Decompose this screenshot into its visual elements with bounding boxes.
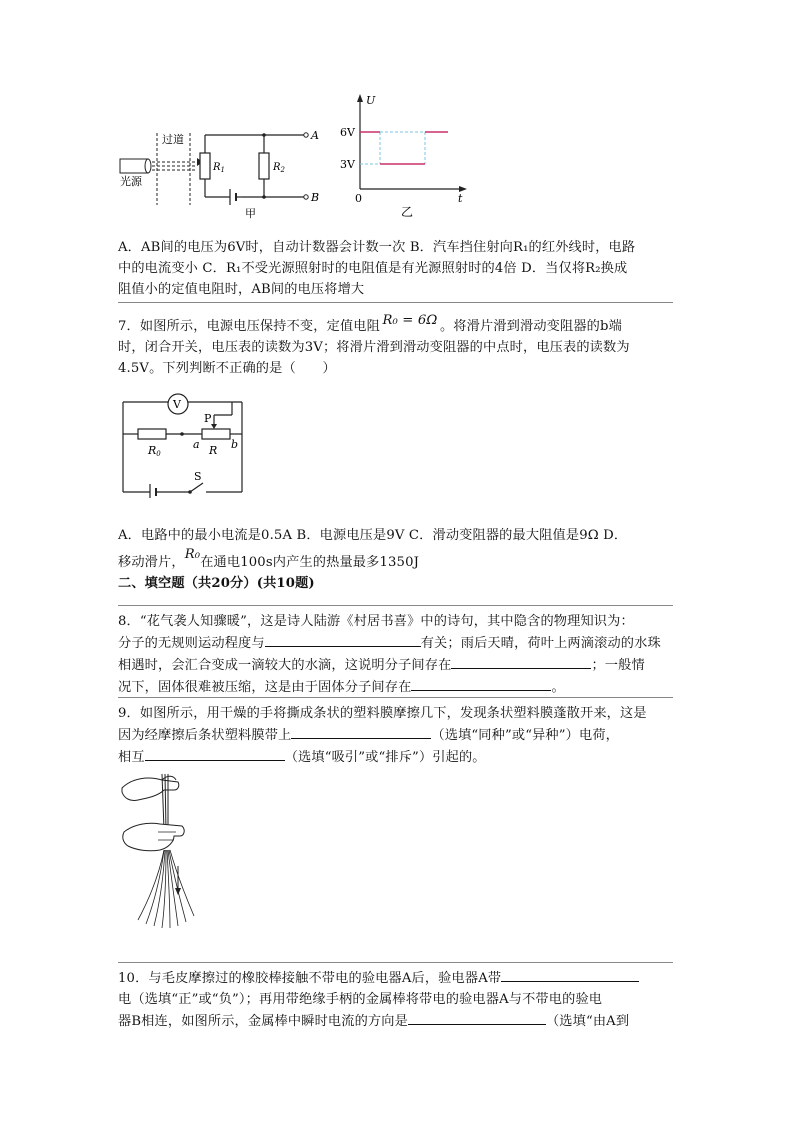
- q6-options-line2: 中的电流变小 C．R₁不受光源照射时的电阻值是有光源照射时的4倍 D．当仅将R₂换成: [118, 261, 628, 276]
- q6-options-line3: 阻值小的定值电阻时，AB间的电压将增大: [118, 282, 365, 297]
- q7-options-line2-prefix: 移动滑片，: [118, 555, 185, 570]
- svg-text:P: P: [204, 412, 212, 425]
- q7-stem-prefix: 7．如图所示，电源电压保持不变，定值电阻: [118, 319, 380, 334]
- q7-options-line2-suffix: 在通电100s内产生的热量最多1350J: [200, 555, 420, 570]
- label-jia: 甲: [245, 207, 256, 220]
- svg-text:t: t: [458, 192, 463, 205]
- fig6-circuit-jia: [112, 125, 327, 220]
- q9-blank-2[interactable]: [145, 746, 285, 761]
- svg-text:R2: $R_2$: [273, 162, 285, 174]
- q10-line3-b: （选填“由A到: [545, 1014, 630, 1029]
- q9-line2-a: 因为经摩擦后条状塑料膜带上: [118, 728, 292, 743]
- q10-line2: 电（选填“正”或“负”）；再用带绝缘手柄的金属棒将带电的验电器A与不带电的验电: [118, 992, 603, 1007]
- svg-text:U: U: [366, 94, 376, 107]
- svg-text:3V: 3V: [340, 158, 355, 171]
- svg-text:S: S: [194, 470, 202, 483]
- q8-line2-a: 分子的无规则运动程度与: [118, 636, 265, 651]
- question-10: [118, 967, 678, 1032]
- q8-blank-1[interactable]: [265, 632, 421, 647]
- svg-text:6V: 6V: [340, 126, 355, 139]
- q10-blank-1[interactable]: [501, 967, 639, 982]
- section-2-title: 二、填空题（共20分）(共10题): [118, 576, 315, 591]
- terminal-B: B: [311, 191, 320, 204]
- q9-line1: 9．如图所示，用干燥的手将撕成条状的塑料膜摩擦几下，发现条状塑料膜蓬散开来，这是: [118, 706, 647, 721]
- q6-options: [118, 237, 678, 300]
- q8-blank-2[interactable]: [451, 654, 591, 669]
- q9-line3-a: 相互: [118, 750, 145, 765]
- svg-text:a: a: [193, 438, 200, 451]
- q7-stem-line2: 时，闭合开关，电压表的读数为3V；将滑片滑到滑动变阻器的中点时，电压表的读数为: [118, 340, 630, 355]
- q7-formula: R₀ = 6Ω: [382, 313, 438, 328]
- q7-options-line1: A．电路中的最小电流是0.5A B．电源电压是9V C．滑动变阻器的最大阻值是9Ω D．: [118, 528, 628, 543]
- q8-line3-b: ；一般情: [591, 658, 645, 673]
- q10-blank-2[interactable]: [408, 1010, 546, 1025]
- q10-line3-a: 器B相连，如图所示，金属棒中瞬时电流的方向是: [118, 1014, 408, 1029]
- svg-text:R1: $R_1$: [213, 162, 225, 174]
- q6-options-line1: A．AB间的电压为6V时，自动计数器会计数一次 B．汽车挡住射向R₁的红外线时，电路: [118, 240, 636, 255]
- q8-line4-b: 。: [551, 680, 565, 695]
- q7-stem-line3: 4.5V。下列判断不正确的是（ ）: [118, 361, 336, 376]
- q10-line1-a: 10．与毛皮摩擦过的橡胶棒接触不带电的验电器A后，验电器A带: [118, 971, 502, 986]
- q7-stem-suffix: 。将滑片滑到滑动变阻器的b端: [439, 319, 622, 334]
- label-guodao: 过道: [162, 133, 184, 146]
- q9-line3-b: （选填“吸引”或“排斥”）引起的。: [284, 750, 486, 765]
- separator: [118, 302, 673, 303]
- svg-text:R0: R0: [148, 444, 161, 458]
- question-7: [118, 313, 678, 379]
- label-guangyuan: 光源: [120, 175, 142, 188]
- question-8: [118, 611, 678, 698]
- q7-circuit: [118, 390, 248, 498]
- fig6-graph-yi: [338, 92, 473, 220]
- svg-text:b: b: [231, 438, 239, 451]
- svg-text:0: 0: [355, 192, 362, 205]
- svg-text:R: R: [209, 444, 218, 457]
- q8-line4-a: 况下，固体很难被压缩，这是由于固体分子间存在: [118, 680, 412, 695]
- q8-line3-a: 相遇时，会汇合变成一滴较大的水滴，这说明分子间存在: [118, 658, 452, 673]
- q9-illustration-hand-plastic-strips: [118, 770, 198, 930]
- q9-line2-b: （选填“同种”或“异种”）电荷，: [431, 728, 620, 743]
- question-9: [118, 703, 678, 768]
- q8-line1: 8．“花气袭人知骤暖”，这是诗人陆游《村居书喜》中的诗句，其中隐含的物理知识为：: [118, 614, 634, 629]
- svg-text:V: V: [173, 398, 181, 411]
- q8-line2-b: 有关；雨后天晴，荷叶上两滴滚动的水珠: [420, 636, 661, 651]
- q9-blank-1[interactable]: [291, 724, 431, 739]
- separator: [118, 697, 673, 698]
- separator: [118, 962, 673, 963]
- q8-blank-3[interactable]: [411, 676, 551, 691]
- svg-text:乙: 乙: [401, 205, 414, 219]
- terminal-A: A: [311, 129, 319, 142]
- q7-options-R0: R₀: [184, 547, 201, 562]
- q7-options: [118, 525, 678, 573]
- separator: [118, 605, 673, 606]
